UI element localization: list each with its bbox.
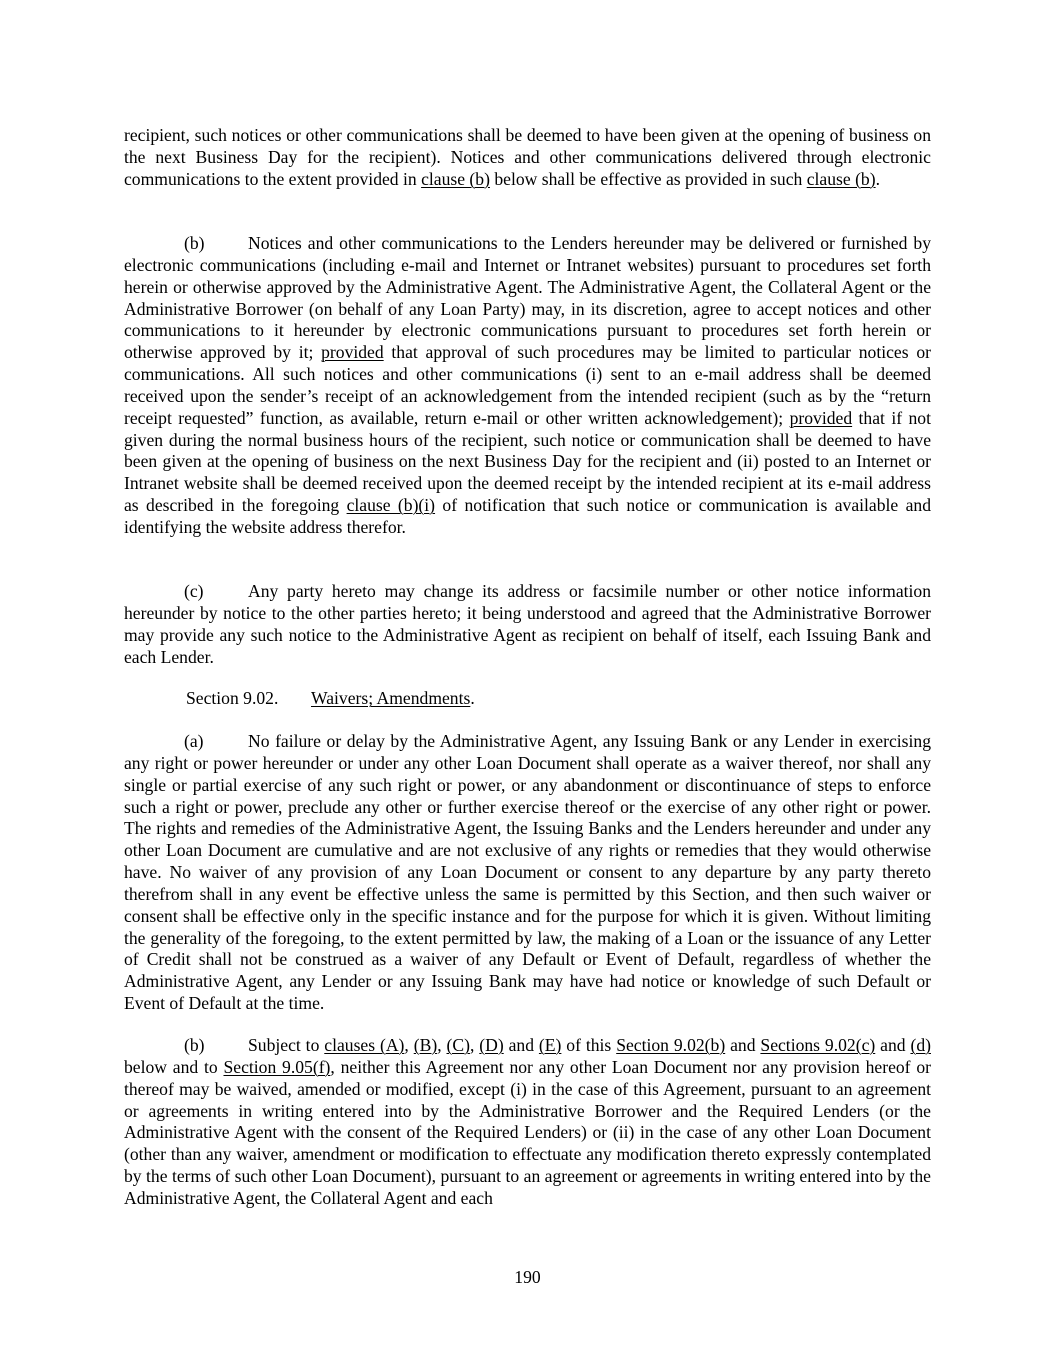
text-run: that approval of such procedures may be limited to particular notices or communications. All such notices and other communications (i) sent to an e-mail address shall be deemed received upon the sender’s receipt of an acknowledgement from the intended recipient (such as by the “return receipt requested” function, as available, return e-mail or other written acknowledgement);: [124, 342, 931, 428]
clause-reference: (C): [446, 1035, 470, 1055]
section-title: Waivers; Amendments: [311, 688, 471, 708]
paragraph-continuation: [124, 125, 931, 191]
paragraph-c-change-address: [124, 581, 931, 668]
text-run: Subject to: [248, 1035, 325, 1055]
clause-reference: (B): [413, 1035, 438, 1055]
paragraph-label: (a): [184, 731, 204, 751]
section-reference: Section 9.05(f): [223, 1056, 331, 1077]
text-run: Notices and other communications to the Lenders hereunder may be delivered or furnished by electronic communications (including e-mail and Internet or Intranet websites) pursuant to procedures set forth herein or otherwise approved by the Administrative Agent. The Administrative Agent, the Collateral Agent or the Administrative Borrower (on behalf of any Loan Party) may, in its discretion, agree to accept notices and other communications to it hereunder by electronic communications pursuant to procedures set forth herein or otherwise approved by it;: [124, 233, 931, 363]
section-number: Section 9.02.: [186, 688, 279, 708]
clause-reference: clause (b)(i): [346, 495, 436, 516]
clause-reference: clause (b): [806, 168, 876, 189]
text-run: and: [503, 1035, 539, 1055]
defined-term: provided: [321, 342, 384, 363]
text-run: Any party hereto may change its address or facsimile number or other notice information hereunder by notice to the other parties hereto; it being understood and agreed that the Administrative Borrower may provide any such notice to the Administrative Agent as recipient on behalf of itself, each Issuing Bank and each Lender.: [124, 581, 931, 667]
section-reference: Sections 9.02(c): [760, 1035, 876, 1055]
paragraph-b-electronic-communications: [124, 233, 931, 539]
text-run: No failure or delay by the Administrative Agent, any Issuing Bank or any Lender in exercising any right or power hereunder or under any other Loan Document shall operate as a waiver thereof, nor shall any single or partial exercise of any such right or power, or any abandonment or discontinuance of steps to enforce such a right or power, preclude any other or further exercise thereof or the exercise of any other right or power. The rights and remedies of the Administrative Agent, the Issuing Banks and the Lenders hereunder and under any other Loan Document are cumulative and are not exclusive of any rights or remedies that they would otherwise have. No waiver of any provision of any Loan Document or consent to any departure by any party thereto therefrom shall in any event be effective unless the same is permitted by this Section, and then such waiver or consent shall be effective only in the specific instance and for the purpose for which it is given. Without limiting the generality of the foregoing, to the extent permitted by law, the making of a Loan or the issuance of any Letter of Credit shall not be construed as a waiver of any Default or Event of Default, regardless of whether the Administrative Agent, any Lender or any Issuing Bank may have had notice or knowledge of such Default or Event of Default at the time.: [124, 731, 931, 1014]
paragraph-label: (b): [184, 1035, 205, 1055]
text-run: .: [875, 168, 880, 189]
text-run: ,: [469, 1035, 480, 1055]
text-run: and: [875, 1035, 911, 1055]
clause-reference: (D): [479, 1035, 504, 1055]
text-run: below and to: [124, 1056, 224, 1077]
clause-reference: (d): [910, 1035, 931, 1055]
page-number: 190: [514, 1267, 541, 1287]
text-run: of notification that such notice or communication is available and identifying the website address therefor.: [124, 495, 931, 537]
text-run: ,: [404, 1035, 414, 1055]
clause-reference: (E): [538, 1035, 562, 1055]
text-run: ,: [437, 1035, 447, 1055]
text-run: , neither this Agreement nor any other Loan Document nor any provision hereof or thereof may be waived, amended or modified, except (i) in the case of this Agreement, pursuant to an agreement or agreements in writing entered into by the Administrative Borrower and the Required Lenders (or the Administrative Agent with the consent of the Required Lenders) or (ii) in the case of any other Loan Document (other than any waiver, amendment or modification to effectuate any modification thereto expressly contemplated by the terms of such other Loan Document), pursuant to an agreement or agreements in writing entered into by the Administrative Agent, the Collateral Agent and each: [124, 1056, 931, 1208]
clause-reference: clause (b): [421, 168, 490, 189]
clause-reference: clauses (A): [324, 1035, 405, 1055]
paragraph-label: (b): [184, 233, 205, 253]
paragraph-a-no-waiver: [124, 731, 931, 1015]
text-run: below shall be effective as provided in such: [489, 168, 807, 189]
paragraph-label: (c): [184, 581, 204, 601]
paragraph-b-amendments: [124, 1035, 931, 1210]
text-run: and: [725, 1035, 761, 1055]
text-run: that if not given during the normal business hours of the recipient, such notice or communication shall be deemed to have been given at the opening of business on the next Business Day for the recipient and (ii) posted to an Internet or Intranet website shall be deemed received upon the deemed receipt by the intended recipient at its e-mail address as described in the foregoing: [124, 407, 931, 516]
section-reference: Section 9.02(b): [616, 1035, 726, 1055]
section-heading: [186, 688, 475, 710]
text-run: of this: [561, 1035, 617, 1055]
section-punctuation: .: [470, 688, 475, 708]
text-run: recipient, such notices or other communications shall be deemed to have been given at the opening of business on the next Business Day for the recipient). Notices and other communications delivered through electronic communications to the extent provided in: [124, 125, 931, 189]
defined-term: provided: [789, 407, 853, 428]
